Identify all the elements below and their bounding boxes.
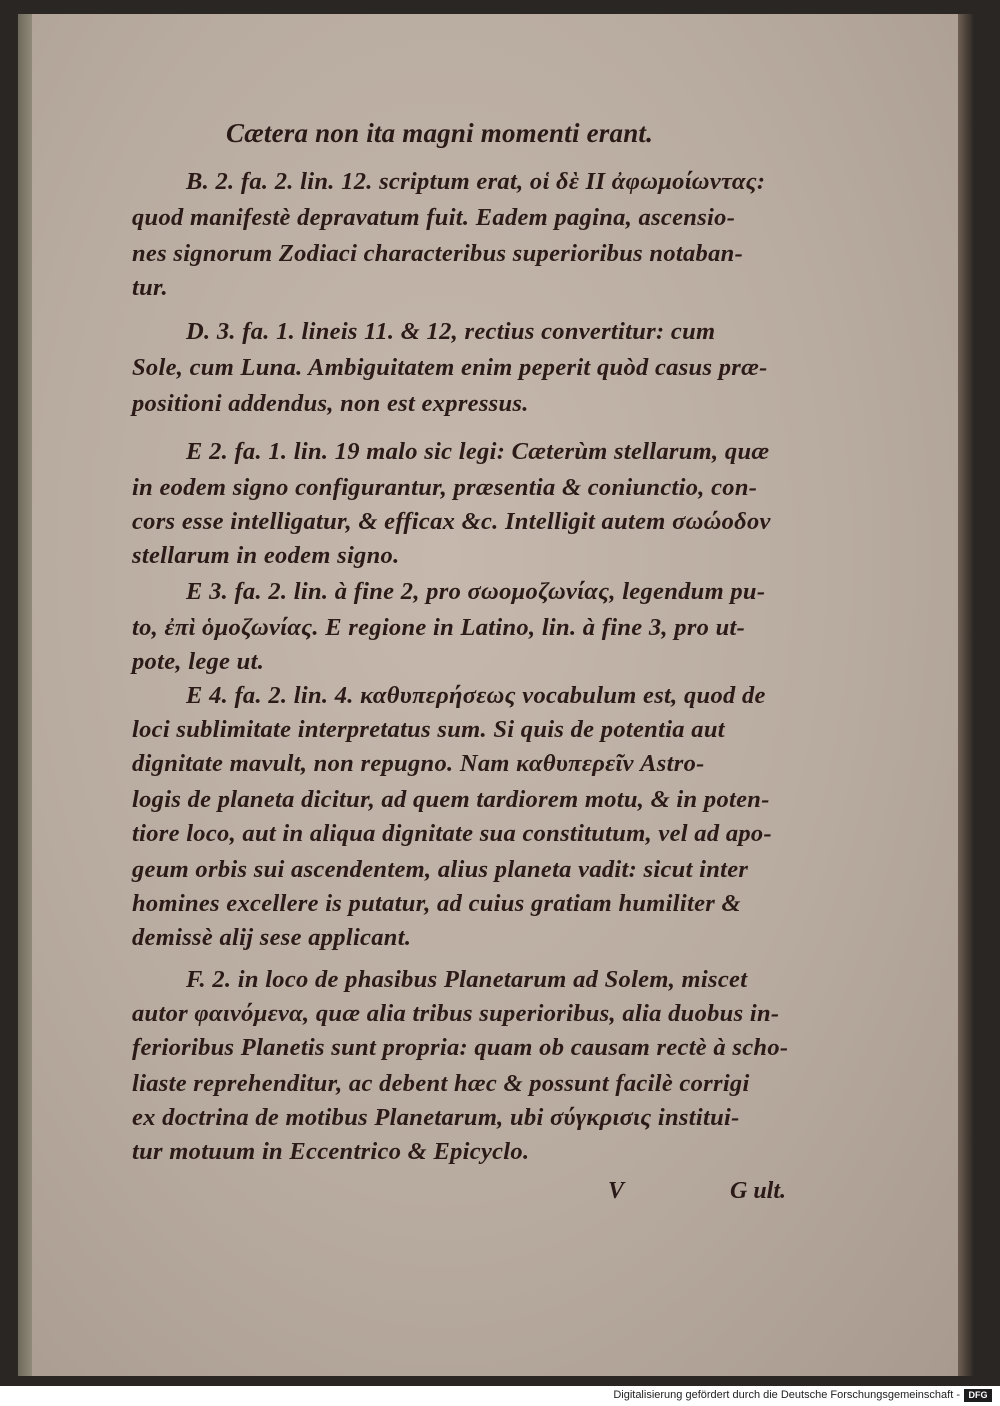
text-line: E 3. fa. 2. lin. à fine 2, pro σωομοζωνίας, legendum pu- [186, 578, 766, 605]
book-spine [18, 14, 32, 1376]
text-line: autor φαινόμενα, quæ alia tribus superioribus, alia duobus in- [132, 1000, 780, 1027]
text-line: geum orbis sui ascendentem, alius planeta vadit: sicut inter [132, 856, 749, 883]
text-line: tur motuum in Eccentrico & Epicyclo. [132, 1138, 530, 1165]
text-line: liaste reprehenditur, ac debent hæc & possunt facilè corrigi [132, 1070, 750, 1097]
text-line: E 4. fa. 2. lin. 4. καθυπερήσεως vocabulum est, quod de [186, 682, 766, 709]
page-edge [958, 14, 974, 1376]
text-line: nes signorum Zodiaci characteribus superioribus notaban- [132, 240, 744, 267]
text-line: quod manifestè depravatum fuit. Eadem pagina, ascensio- [132, 204, 736, 231]
text-line: pote, lege ut. [132, 648, 265, 675]
text-line: cors esse intelligatur, & efficax &c. Intelligit autem σωώοδον [132, 508, 771, 535]
text-line: tur. [132, 274, 168, 301]
text-line: ex doctrina de motibus Planetarum, ubi σύγκρισις institui- [132, 1104, 740, 1131]
dfg-logo-icon: DFG [964, 1389, 992, 1402]
text-line: positioni addendus, non est expressus. [132, 390, 529, 417]
text-line: demissè alij sese applicant. [132, 924, 412, 951]
text-line: stellarum in eodem signo. [132, 542, 400, 569]
text-line: loci sublimitate interpretatus sum. Si quis de potentia aut [132, 716, 725, 743]
footer-bar [0, 1386, 1000, 1406]
text-line: F. 2. in loco de phasibus Planetarum ad Solem, miscet [186, 966, 748, 993]
text-line: to, ἐπὶ ὁμοζωνίας. E regione in Latino, lin. à fine 3, pro ut- [132, 614, 746, 641]
page-heading: Cætera non ita magni momenti erant. [226, 118, 654, 148]
text-line: B. 2. fa. 2. lin. 12. scriptum erat, οἱ δὲ II ἀφωμοίωντας: [186, 168, 766, 195]
text-line: E 2. fa. 1. lin. 19 malo sic legi: Cæterùm stellarum, quæ [186, 438, 770, 465]
text-line: homines excellere is putatur, ad cuius gratiam humiliter & [132, 890, 741, 917]
signature-mark: V [608, 1178, 625, 1204]
text-line: tiore loco, aut in aliqua dignitate sua constitutum, vel ad apo- [132, 820, 772, 847]
text-line: in eodem signo configurantur, præsentia & coniunctio, con- [132, 474, 758, 501]
text-line: D. 3. fa. 1. lineis 11. & 12, rectius convertitur: cum [186, 318, 716, 345]
catchword: G ult. [730, 1178, 787, 1204]
text-line: ferioribus Planetis sunt propria: quam ob causam rectè à scho- [132, 1034, 789, 1061]
text-line: dignitate mavult, non repugno. Nam καθυπερεῖν Astro- [132, 750, 705, 777]
text-line: Sole, cum Luna. Ambiguitatem enim peperit quòd casus præ- [132, 354, 768, 381]
footer-credit: Digitalisierung gefördert durch die Deutsche Forschungsgemeinschaft - [613, 1389, 960, 1401]
text-line: logis de planeta dicitur, ad quem tardiorem motu, & in poten- [132, 786, 770, 813]
